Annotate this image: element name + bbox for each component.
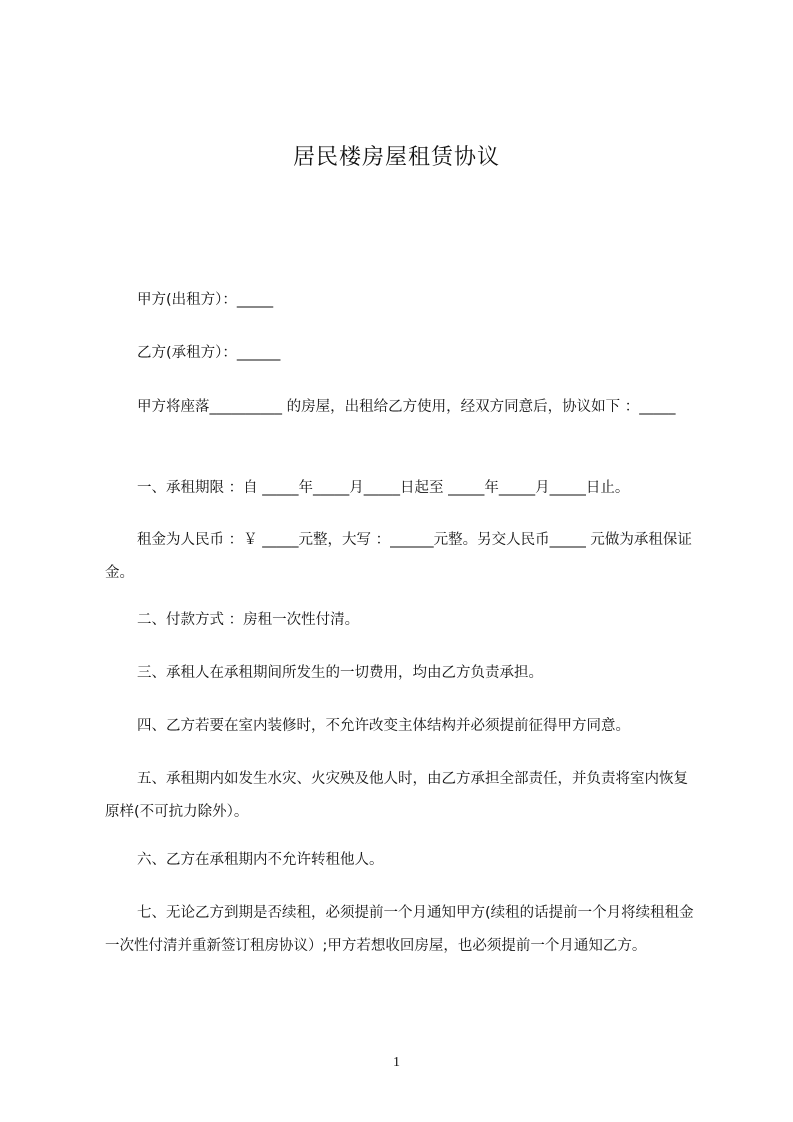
clause-5-liability: 五、承租期内如发生水灾、火灾殃及他人时，由乙方承担全部责任，并负责将室内恢复原样(不可抗力除外）。 <box>105 771 688 820</box>
clause-3-expenses: 三、承租人在承租期间所发生的一切费用，均由乙方负责承担。 <box>137 665 543 681</box>
clause-2-payment: 二、付款方式 ：房租一次性付清。 <box>137 612 360 628</box>
document-title: 居民楼房屋租赁协议 <box>292 145 500 170</box>
clause-7-renewal: 七、无论乙方到期是否续租，必须提前一个月通知甲方(续租的话提前一个月将续租租金一次性付清并重新签订租房协议）;甲方若想收回房屋，也必须提前一个月通知乙方。 <box>105 905 694 954</box>
clause-1-term: 一、承租期限 ：自 _____年_____月_____日起至 _____年_____月_____日止。 <box>137 480 630 496</box>
page-number: 1 <box>393 1055 400 1070</box>
clause-4-renovation: 四、乙方若要在室内装修时，不允许改变主体结构并必须提前征得甲方同意。 <box>137 718 630 734</box>
clause-6-sublet: 六、乙方在承租期内不允许转租他人。 <box>137 852 384 868</box>
intro-paragraph: 甲方将座落__________ 的房屋，出租给乙方使用，经双方同意后，协议如下 ：_____ <box>137 399 676 415</box>
party-b-line: 乙方(承租方）：______ <box>137 345 281 361</box>
rent-paragraph: 租金为人民币 ：￥ _____元整，大写 ：______元整。另交人民币_____ 元做为承租保证金。 <box>105 532 692 581</box>
party-a-line: 甲方(出租方）：_____ <box>137 292 274 308</box>
